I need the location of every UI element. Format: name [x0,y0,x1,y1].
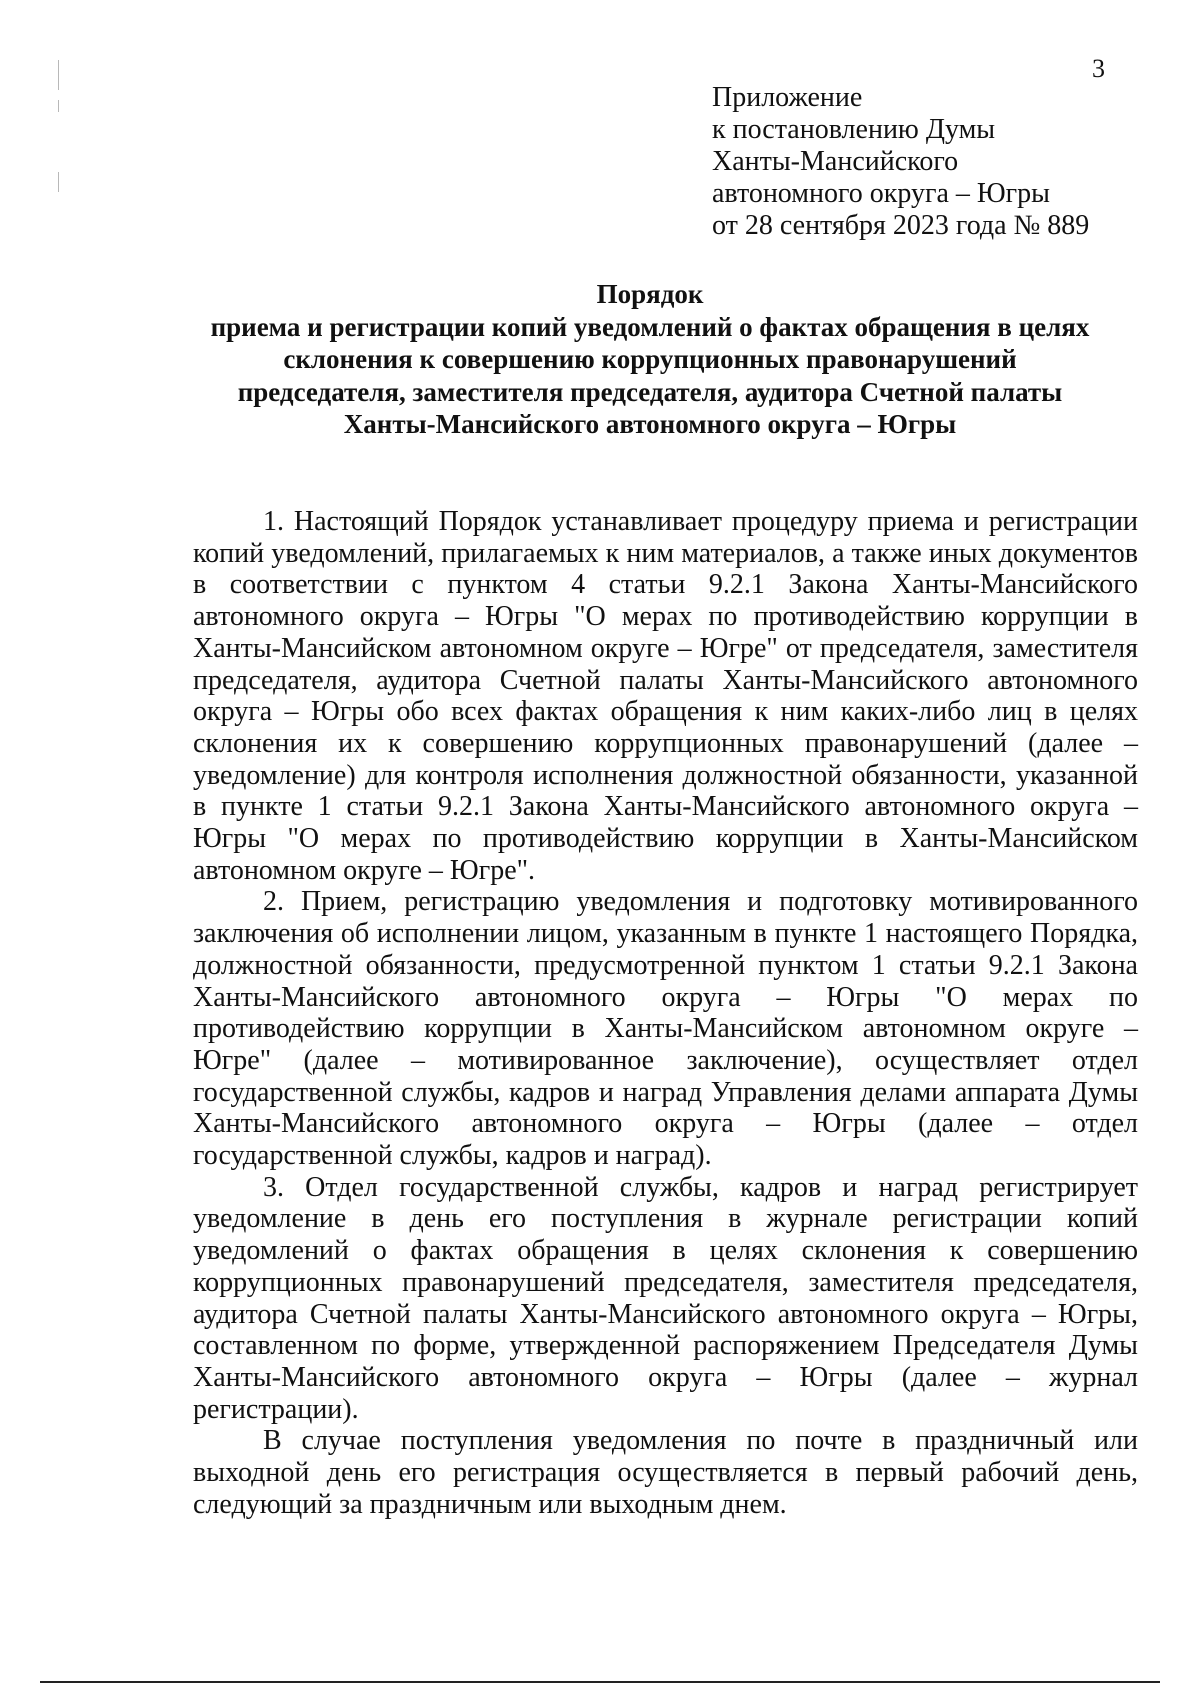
document-body [193,506,1138,1521]
title-line: Порядок [596,279,704,309]
appendix-line: от 28 сентября 2023 года № 889 [712,210,1090,241]
paragraph-1: 1. Настоящий Порядок устанавливает процедуру приема и регистрации копий уведомлений, прилагаемых к ним материалов, а также иных документов в соответствии с пунктом 4 статьи 9.2.1 Закона Ханты-Мансийского автономного округа – Югры "О мерах по противодействию коррупции в Ханты-Мансийском автономном округе – Югре" от председателя, заместителя председателя, аудитора Счетной палаты Ханты-Мансийского автономного округа – Югры обо всех фактах обращения к ним каких-либо лиц в целях склонения их к совершению коррупционных правонарушений (далее – уведомление) для контроля исполнения должностной обязанности, указанной в пункте 1 статьи 9.2.1 Закона Ханты-Мансийского автономного округа – Югры "О мерах по противодействию коррупции в Ханты-Мансийском автономном округе – Югре". [193,506,1138,886]
appendix-line: Приложение [712,82,863,113]
bottom-scan-rule [40,1681,1160,1683]
paragraph-4: В случае поступления уведомления по почте в праздничный или выходной день его регистрация осуществляется в первый рабочий день, следующий за праздничным или выходным днем. [193,1425,1138,1520]
scan-margin-mark [58,172,59,192]
appendix-line: Ханты-Мансийского [712,146,959,177]
title-line: склонения к совершению коррупционных правонарушений [283,344,1017,374]
paragraph-3: 3. Отдел государственной службы, кадров и наград регистрирует уведомление в день его поступления в журнале регистрации копий уведомлений о фактах обращения в целях склонения к совершению коррупционных правонарушений председателя, заместителя председателя, аудитора Счетной палаты Ханты-Мансийского автономного округа – Югры, составленном по форме, утвержденной распоряжением Председателя Думы Ханты-Мансийского автономного округа – Югры (далее – журнал регистрации). [193,1171,1138,1425]
document-title [175,278,1125,441]
page-number: 3 [1092,54,1105,83]
title-line: председателя, заместителя председателя, аудитора Счетной палаты [237,376,1063,407]
paragraph-2: 2. Прием, регистрацию уведомления и подготовку мотивированного заключения об исполнении лицом, указанным в пункте 1 настоящего Порядка, должностной обязанности, предусмотренной пунктом 1 статьи 9.2.1 Закона Ханты-Мансийского автономного округа – Югры "О мерах по противодействию коррупции в Ханты-Мансийском автономном округе – Югре" (далее – мотивированное заключение), осуществляет отдел государственной службы, кадров и наград Управления делами аппарата Думы Ханты-Мансийского автономного округа – Югры (далее – отдел государственной службы, кадров и наград). [193,886,1138,1172]
scan-margin-mark [58,100,59,112]
title-line: приема и регистрации копий уведомлений о фактах обращения в целях [210,311,1090,342]
appendix-line: автономного округа – Югры [712,178,1050,209]
scan-margin-mark [58,60,59,90]
appendix-line: к постановлению Думы [712,114,996,145]
title-line: Ханты-Мансийского автономного округа – Югры [343,409,957,439]
appendix-header [712,82,1089,242]
